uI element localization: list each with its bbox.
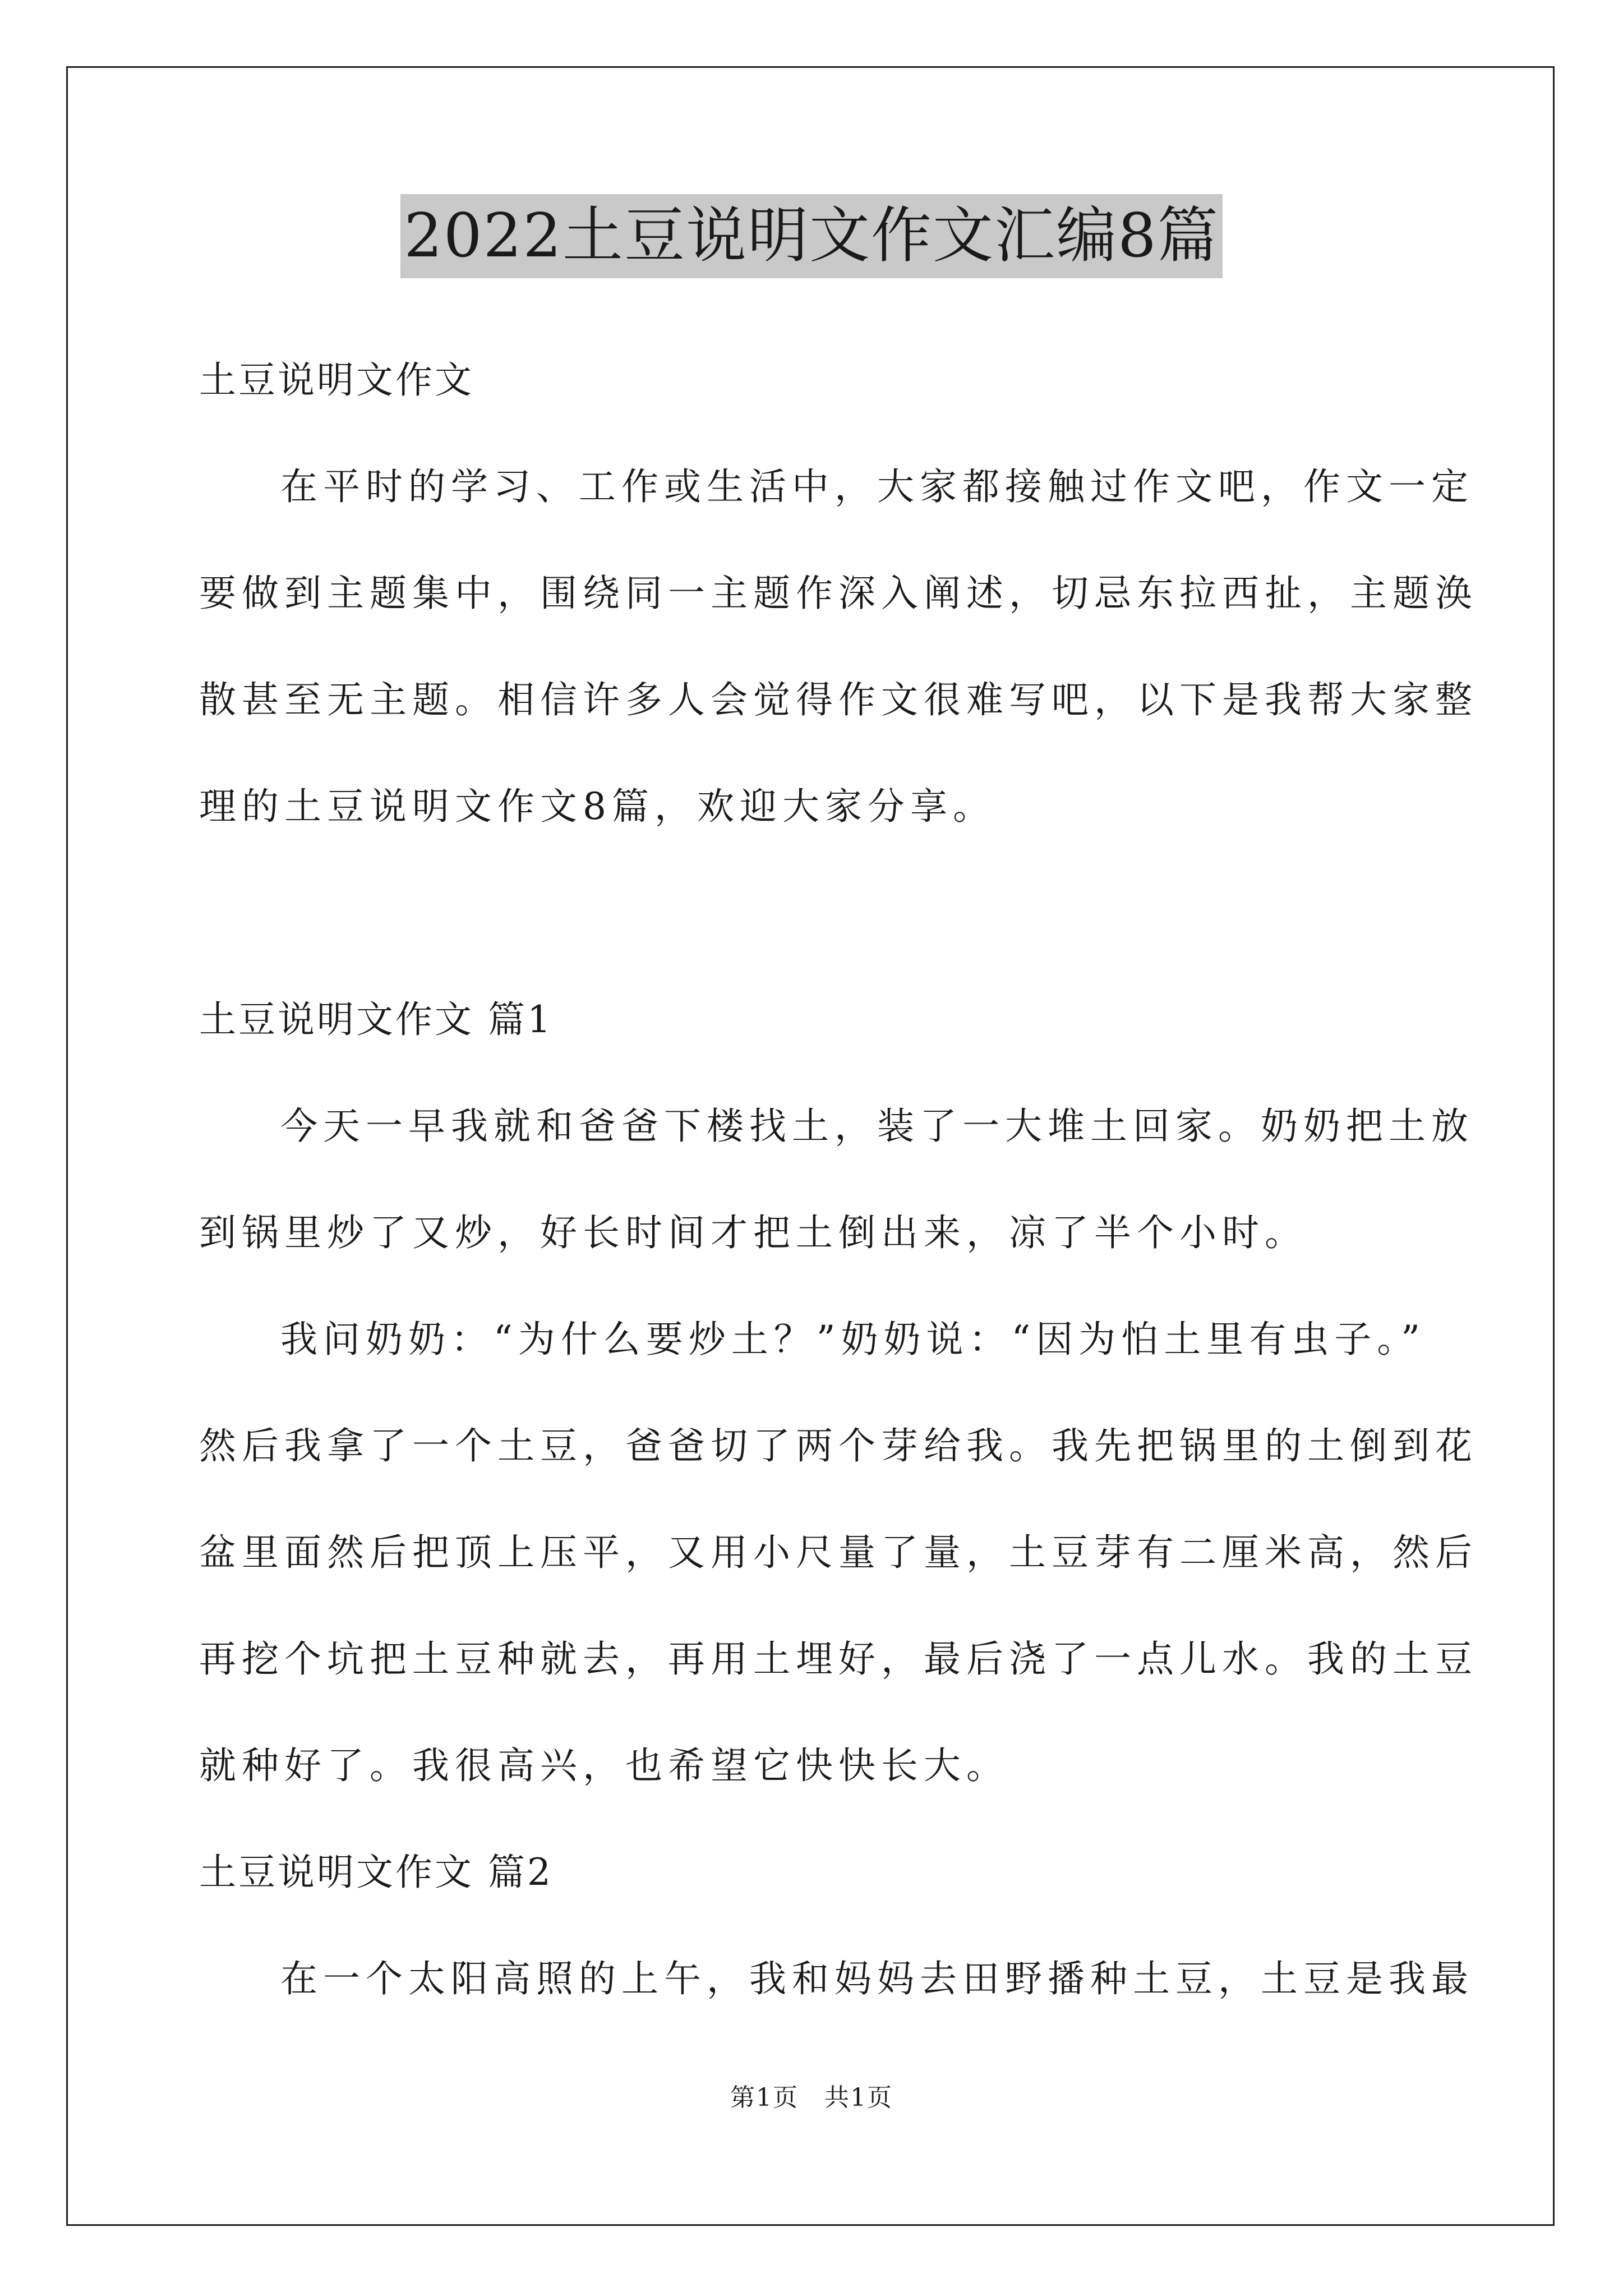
paragraph-line: 到锅里炒了又炒，好长时间才把土倒出来，凉了半个小时。 (199, 1211, 1307, 1254)
paragraph-line: 然后我拿了一个土豆，爸爸切了两个芽给我。我先把锅里的土倒到花 (199, 1424, 1478, 1467)
page-number-footer: 第1页 共1页 (730, 2083, 893, 2112)
paragraph-line: 要做到主题集中，围绕同一主题作深入阐述，切忌东拉西扯，主题涣 (199, 572, 1478, 615)
section-heading-1: 土豆说明文作文 篇1 (199, 998, 553, 1041)
document-title: 2022土豆说明文作文汇编8篇 (400, 194, 1223, 278)
paragraph-line: 我问奶奶：“为什么要炒土？”奶奶说：“因为怕土里有虫子。” (280, 1318, 1426, 1361)
paragraph-line: 在平时的学习、工作或生活中，大家都接触过作文吧，作文一定 (280, 465, 1474, 508)
paragraph-line: 理的土豆说明文作文8篇，欢迎大家分享。 (199, 785, 995, 828)
paragraph-line: 散甚至无主题。相信许多人会觉得作文很难写吧，以下是我帮大家整 (199, 678, 1478, 721)
paragraph-line: 就种好了。我很高兴，也希望它快快长大。 (199, 1744, 1009, 1787)
paragraph-line: 在一个太阳高照的上午，我和妈妈去田野播种土豆，土豆是我最 (280, 1957, 1474, 2000)
intro-heading: 土豆说明文作文 (199, 358, 474, 402)
paragraph-line: 今天一早我就和爸爸下楼找土，装了一大堆土回家。奶奶把土放 (280, 1105, 1474, 1148)
section-heading-2: 土豆说明文作文 篇2 (199, 1851, 553, 1894)
paragraph-line: 盆里面然后把顶上压平，又用小尺量了量，土豆芽有二厘米高，然后 (199, 1531, 1478, 1574)
paragraph-line: 再挖个坑把土豆种就去，再用土埋好，最后浇了一点儿水。我的土豆 (199, 1637, 1478, 1681)
title-container (0, 194, 1623, 278)
